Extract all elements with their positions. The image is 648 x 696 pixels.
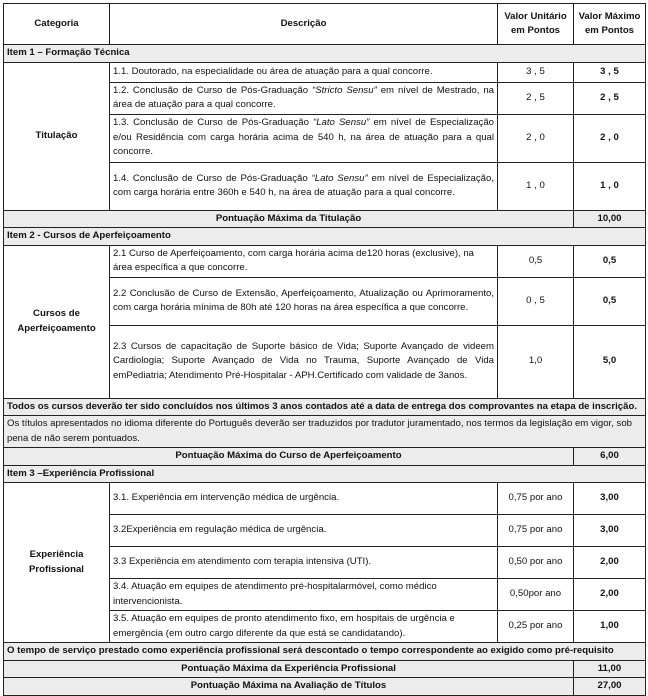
item2-total-row	[4, 448, 646, 466]
item3-desc-3: 3.3 Experiência em atendimento com terapia intensiva (UTI).	[110, 547, 498, 579]
item2-max-1: 0,5	[574, 245, 646, 277]
item2-note-plain: Os títulos apresentados no idioma diferente do Português deverão ser traduzidos por tradutor juramentado, nos termos da legislação em vigor, sob pena de não serem pontuados.	[4, 416, 646, 448]
desc-emphasis: “Lato Sensu”	[311, 172, 368, 184]
item2-note-bold-row	[4, 398, 646, 416]
item2-unit-2: 0 , 5	[498, 277, 574, 325]
grand-total-label: Pontuação Máxima na Avaliação de Títulos	[4, 678, 574, 696]
item1-max-3: 2 , 0	[574, 114, 646, 162]
desc-text: em nível de Especialização, com carga horária entre 360h e 540 h, na área de atuação para a qual concorre.	[113, 172, 494, 198]
header-descricao: Descrição	[110, 4, 498, 45]
item3-title-row	[4, 465, 646, 483]
item1-total-value: 10,00	[574, 210, 646, 228]
header-categoria: Categoria	[4, 4, 110, 45]
header-row	[4, 4, 646, 45]
desc-text: 1.4. Conclusão de Curso de Pós-Graduação	[113, 172, 312, 184]
item1-unit-4: 1 , 0	[498, 162, 574, 210]
item3-unit-2: 0,75 por ano	[498, 515, 574, 547]
item1-total-label: Pontuação Máxima da Titulação	[4, 210, 574, 228]
table-row	[4, 245, 646, 277]
grand-total-value: 27,00	[574, 678, 646, 696]
item2-unit-3: 1,0	[498, 325, 574, 398]
item2-title: Item 2 - Cursos de Aperfeiçoamento	[4, 228, 646, 246]
item1-max-2: 2 , 5	[574, 82, 646, 114]
item3-desc-4: 3.4. Atuação em equipes de atendimento pré-hospitalarmóvel, como médico intervencionista.	[110, 579, 498, 611]
item3-desc-2: 3.2Experiência em regulação médica de urgência.	[110, 515, 498, 547]
item3-max-2: 3,00	[574, 515, 646, 547]
item1-max-1: 3 , 5	[574, 62, 646, 82]
desc-text: em nível de Mestrado, na área de atuação para a qual concorre.	[113, 84, 494, 110]
item3-max-1: 3,00	[574, 483, 646, 515]
table-row	[4, 62, 646, 82]
item3-unit-3: 0,50 por ano	[498, 547, 574, 579]
item1-title-row	[4, 45, 646, 63]
item3-note-bold: O tempo de serviço prestado como experiência profissional será descontado o tempo correspondente ao exigido como pré-requisito	[4, 643, 646, 661]
title-evaluation-table	[3, 3, 646, 696]
item3-unit-1: 0,75 por ano	[498, 483, 574, 515]
item1-unit-3: 2 , 0	[498, 114, 574, 162]
desc-text: 1.3. Conclusão de Curso de Pós-Graduação	[113, 117, 314, 129]
header-valor-unitario: Valor Unitário em Pontos	[498, 4, 574, 45]
item2-unit-1: 0,5	[498, 245, 574, 277]
item1-desc-1: 1.1. Doutorado, na especialidade ou área de atuação para a qual concorre.	[110, 62, 498, 82]
item3-max-4: 2,00	[574, 579, 646, 611]
item2-max-2: 0,5	[574, 277, 646, 325]
desc-emphasis: “Stricto Sensu”	[312, 84, 377, 96]
item2-desc-3: 2.3 Cursos de capacitação de Suporte básico de Vida; Suporte Avançado de videem Cardiologia; Suporte Avançado de Vida no Trauma, Suporte Avançado de Vida emPediatria; Atendimento Pré-Hospitalar - APH.Certificado com validade de 3anos.	[110, 325, 498, 398]
item1-total-row	[4, 210, 646, 228]
item2-max-3: 5,0	[574, 325, 646, 398]
item1-title: Item 1 – Formação Técnica	[4, 45, 646, 63]
item3-total-label: Pontuação Máxima da Experiência Profissional	[4, 660, 574, 678]
item2-desc-2: 2.2 Conclusão de Curso de Extensão, Aperfeiçoamento, Atualização ou Aprimoramento, com carga horária mínima de 80h até 120 horas na área específica a que concorre.	[110, 277, 498, 325]
item3-max-5: 1,00	[574, 611, 646, 643]
item3-total-row	[4, 660, 646, 678]
item3-unit-4: 0,50por ano	[498, 579, 574, 611]
item3-title: Item 3 –Experiência Profissional	[4, 465, 646, 483]
item3-desc-1: 3.1. Experiência em intervenção médica de urgência.	[110, 483, 498, 515]
item3-unit-5: 0,25 por ano	[498, 611, 574, 643]
item3-total-value: 11,00	[574, 660, 646, 678]
item3-category: Experiência Profissional	[4, 483, 110, 643]
table-row	[4, 483, 646, 515]
item3-desc-5: 3.5. Atuação em equipes de pronto atendimento fixo, em hospitais de urgência e emergência (em outro cargo diferente da que está se candidatando).	[110, 611, 498, 643]
desc-text: 1.2. Conclusão de Curso de Pós-Graduação	[113, 84, 313, 96]
item1-desc-3	[110, 114, 498, 162]
item1-max-4: 1 , 0	[574, 162, 646, 210]
item2-note-plain-row	[4, 416, 646, 448]
desc-emphasis: “Lato Sensu”	[313, 117, 370, 129]
score-table-wrapper	[3, 3, 646, 696]
header-valor-maximo: Valor Máximo em Pontos	[574, 4, 646, 45]
item2-total-value: 6,00	[574, 448, 646, 466]
item1-unit-1: 3 , 5	[498, 62, 574, 82]
item2-note-bold: Todos os cursos deverão ter sido concluídos nos últimos 3 anos contados até a data de entrega dos comprovantes na etapa de inscrição.	[4, 398, 646, 416]
item2-desc-1: 2.1 Curso de Aperfeiçoamento, com carga horária acima de120 horas (exclusive), na área específica a que concorre.	[110, 245, 498, 277]
item3-note-row	[4, 643, 646, 661]
item1-desc-2	[110, 82, 498, 114]
item2-category: Cursos de Aperfeiçoamento	[4, 245, 110, 398]
item3-max-3: 2,00	[574, 547, 646, 579]
grand-total-row	[4, 678, 646, 696]
item2-title-row	[4, 228, 646, 246]
item1-category: Titulação	[4, 62, 110, 210]
item1-desc-4	[110, 162, 498, 210]
desc-text: em nível de Especialização e/ou Residência com carga horária acima de 540 h, na área de atuação para a qual concorre.	[113, 117, 494, 158]
item2-total-label: Pontuação Máxima do Curso de Aperfeiçoamento	[4, 448, 574, 466]
item1-unit-2: 2 , 5	[498, 82, 574, 114]
